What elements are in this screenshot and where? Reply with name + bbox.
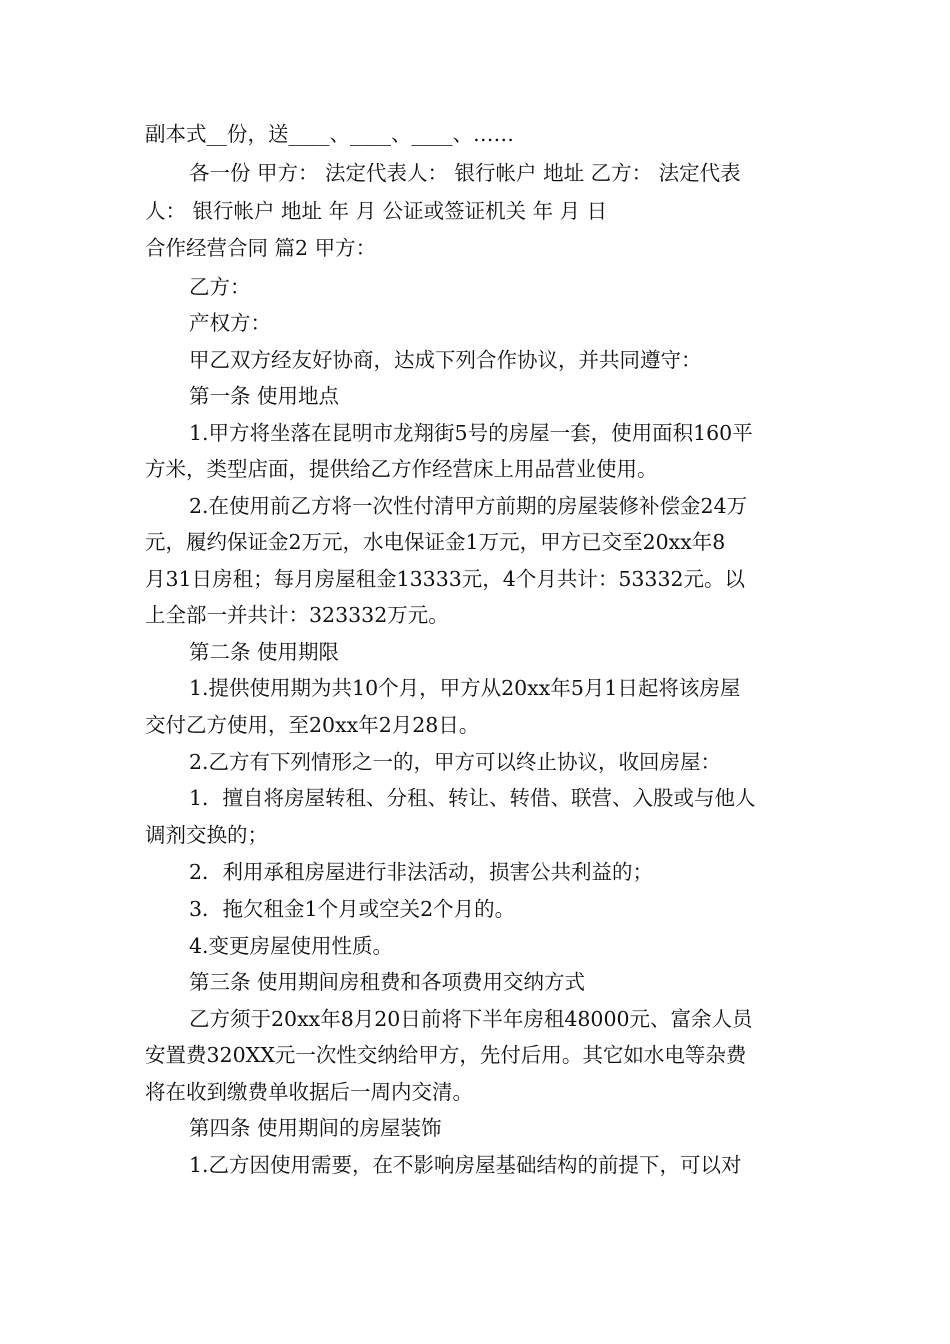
section-heading: 第三条 使用期间房租费和各项费用交纳方式 xyxy=(189,970,586,994)
text-line: 月31日房租；每月房屋租金13333元，4个月共计：53332元。以 xyxy=(145,567,746,591)
text-line: 副本式__份，送____、____、____、…… xyxy=(145,122,514,146)
text-line: 3．拖欠租金1个月或空关2个月的。 xyxy=(189,897,516,921)
text-line: 将在收到缴费单收据后一周内交清。 xyxy=(145,1080,473,1104)
text-line: 1.提供使用期为共10个月，甲方从20xx年5月1日起将该房屋 xyxy=(189,676,741,700)
text-line: 人： 银行帐户 地址 年 月 公证或签证机关 年 月 日 xyxy=(145,199,608,223)
text-line: 产权方： xyxy=(189,311,271,335)
text-line: 方米，类型店面，提供给乙方作经营床上用品营业使用。 xyxy=(145,457,658,481)
text-line: 各一份 甲方： 法定代表人： 银行帐户 地址 乙方： 法定代表 xyxy=(189,161,741,185)
text-line: 1．擅自将房屋转租、分租、转让、转借、联营、入股或与他人 xyxy=(189,786,756,810)
text-line: 上全部一并共计：323332万元。 xyxy=(145,603,449,627)
text-line: 乙方须于20xx年8月20日前将下半年房租48000元、富余人员 xyxy=(189,1007,753,1031)
section-heading: 第二条 使用期限 xyxy=(189,640,340,664)
text-line: 4.变更房屋使用性质。 xyxy=(189,934,394,958)
section-heading: 第四条 使用期间的房屋装饰 xyxy=(189,1116,442,1140)
text-line: 甲乙双方经友好协商，达成下列合作协议，并共同遵守： xyxy=(189,348,702,372)
text-line: 交付乙方使用，至20xx年2月28日。 xyxy=(145,713,480,737)
text-line: 2．利用承租房屋进行非法活动，损害公共利益的； xyxy=(189,860,654,884)
text-line: 2.在使用前乙方将一次性付清甲方前期的房屋装修补偿金24万 xyxy=(189,494,748,518)
text-line: 调剂交换的； xyxy=(145,823,268,847)
text-line: 2.乙方有下列情形之一的，甲方可以终止协议，收回房屋： xyxy=(189,750,722,774)
section-heading: 第一条 使用地点 xyxy=(189,384,340,408)
text-line: 合作经营合同 篇2 甲方： xyxy=(145,236,377,260)
text-line: 元，履约保证金2万元，水电保证金1万元，甲方已交至20xx年8 xyxy=(145,530,726,554)
text-line: 安置费320XX元一次性交纳给甲方，先付后用。其它如水电等杂费 xyxy=(145,1043,747,1067)
text-line: 乙方： xyxy=(189,275,251,299)
text-line: 1.乙方因使用需要，在不影响房屋基础结构的前提下，可以对 xyxy=(189,1153,742,1177)
text-line: 1.甲方将坐落在昆明市龙翔街5号的房屋一套，使用面积160平 xyxy=(189,421,753,445)
